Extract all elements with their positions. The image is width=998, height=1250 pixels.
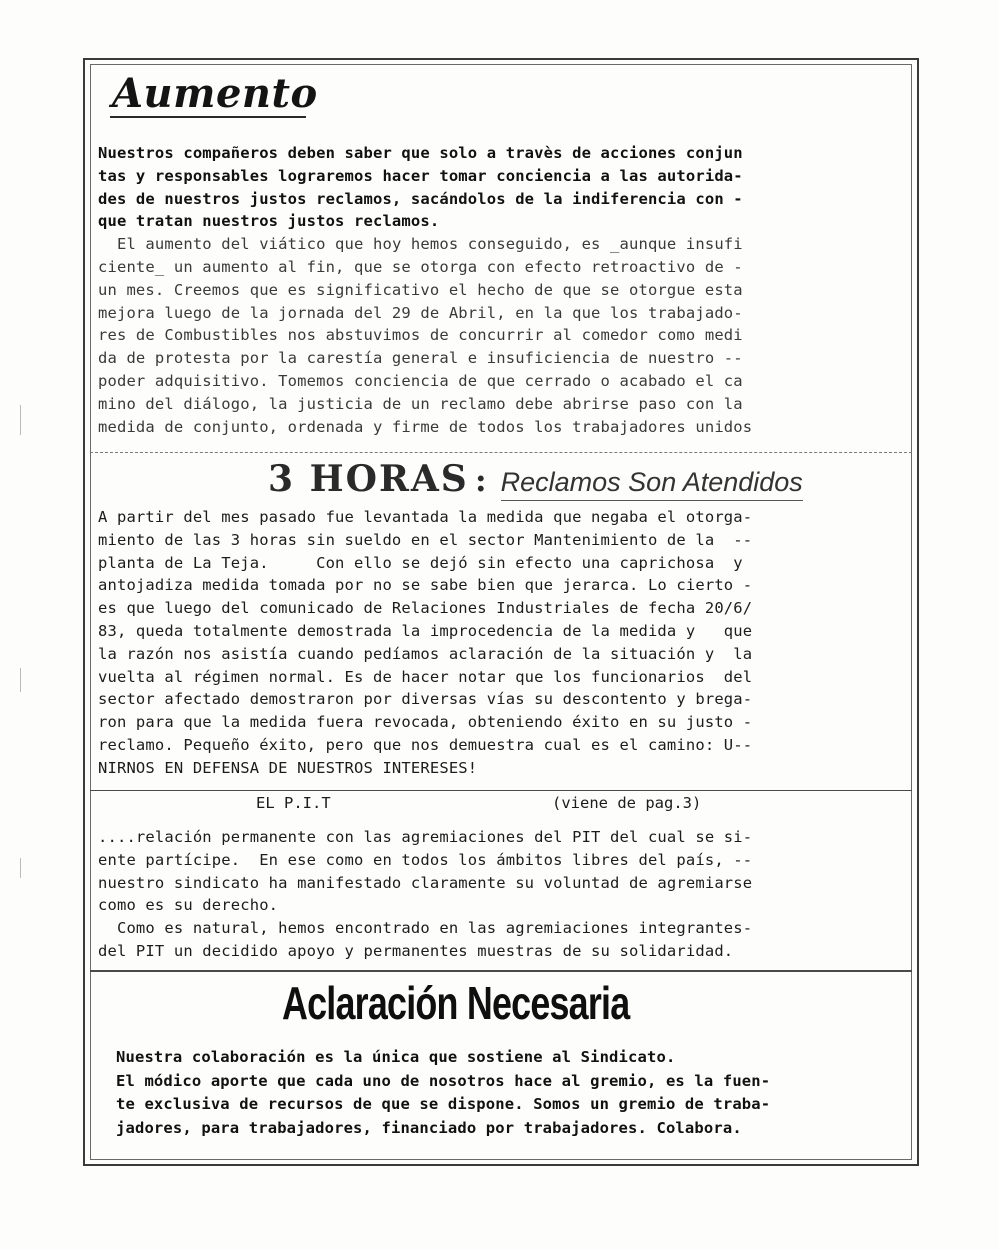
section-divider [90,452,912,453]
aclaracion-paragraph: Nuestra colaboración es la única que sostiene al Sindicato. El módico aporte que cada uno de nosotros hace al gremio, es la fuen- te exclusiva de recursos de que se dispone. Somos un gremio de traba- jadores, para trabajadores, financiado por trabajadores. Colabora. [116,1048,771,1137]
aumento-title-underline [110,116,306,118]
aumento-paragraph-2: El aumento del viático que hoy hemos conseguido, es _aunque insufi ciente_ un aumento al fin, que se otorga con efecto retroactivo de - un mes. Creemos que es significativo el hecho de que se otorgue esta mejora luego de la jornada del 29 de Abril, en la que los trabajado- res de Combustibles nos abstuvimos de concurrir al comedor como medi da de protesta por la carestía general e insuficiencia de nuestro -- poder adquisitivo. Tomemos conciencia de que cerrado o acabado el ca mino del diálogo, la justicia de un reclamo debe abrirse paso con la medida de conjunto, ordenada y firme de todos los trabajadores unidos [98,235,753,436]
horas-section [98,506,913,780]
horas-title-subtitle: Reclamos Son Atendidos [501,467,803,501]
scan-mark [20,668,21,692]
aclaracion-title: Aclaración Necesaria [282,977,630,1029]
horas-title-colon: : [474,461,487,499]
scan-mark [20,858,21,878]
pit-paragraph-2: Como es natural, hemos encontrado en las agremiaciones integrantes- del PIT un decidido apoyo y permanentes muestras de su solidaridad. [98,919,753,960]
pit-paragraph-1: ....relación permanente con las agremiaciones del PIT del cual se si- ente partícipe. En ese como en todos los ámbitos libres del país, -- nuestro sindicato ha manifestado claramente su voluntad de agremiarse como es su derecho. [98,828,753,915]
horas-paragraph: A partir del mes pasado fue levantada la medida que negaba el otorga- miento de las 3 horas sin sueldo en el sector Mantenimiento de la -- planta de La Teja. Con ello se dejó sin efecto una caprichosa y antojadiza medida tomada por no se sabe bien que jerarca. Lo cierto - es que luego del comunicado de Relaciones Industriales de fecha 20/6/ 83, queda totalmente demostrada la improcedencia de la medida y que la razón nos asistía cuando pedíamos aclaración de la situación y la vuelta al régimen normal. Es de hacer notar que los funcionarios del sector afectado demostraron por diversas vías su descontento y brega- ron para que la medida fuera revocada, obteniendo éxito en su justo - reclamo. Pequeño éxito, pero que nos demuestra cual es el camino: U-- NIRNOS EN DEFENSA DE NUESTROS INTERESES! [98,508,753,777]
horas-title [268,458,803,501]
scan-mark [20,405,21,435]
aumento-title: Aumento [112,70,318,117]
pit-heading: EL P.I.T [256,794,331,812]
section-divider [90,790,912,791]
aumento-section [98,142,913,438]
aclaracion-section [116,1046,916,1140]
section-divider [90,970,912,972]
pit-continued-note: (viene de pag.3) [552,794,702,812]
pit-section [98,826,913,963]
horas-title-main: 3 HORAS [268,458,469,500]
aumento-paragraph-1: Nuestros compañeros deben saber que solo a travès de acciones conjun tas y responsables lograremos hacer tomar conciencia a las autorida- des de nuestros justos reclamos, sacándolos de la indiferencia con - que tratan nuestros justos reclamos. [98,144,743,231]
